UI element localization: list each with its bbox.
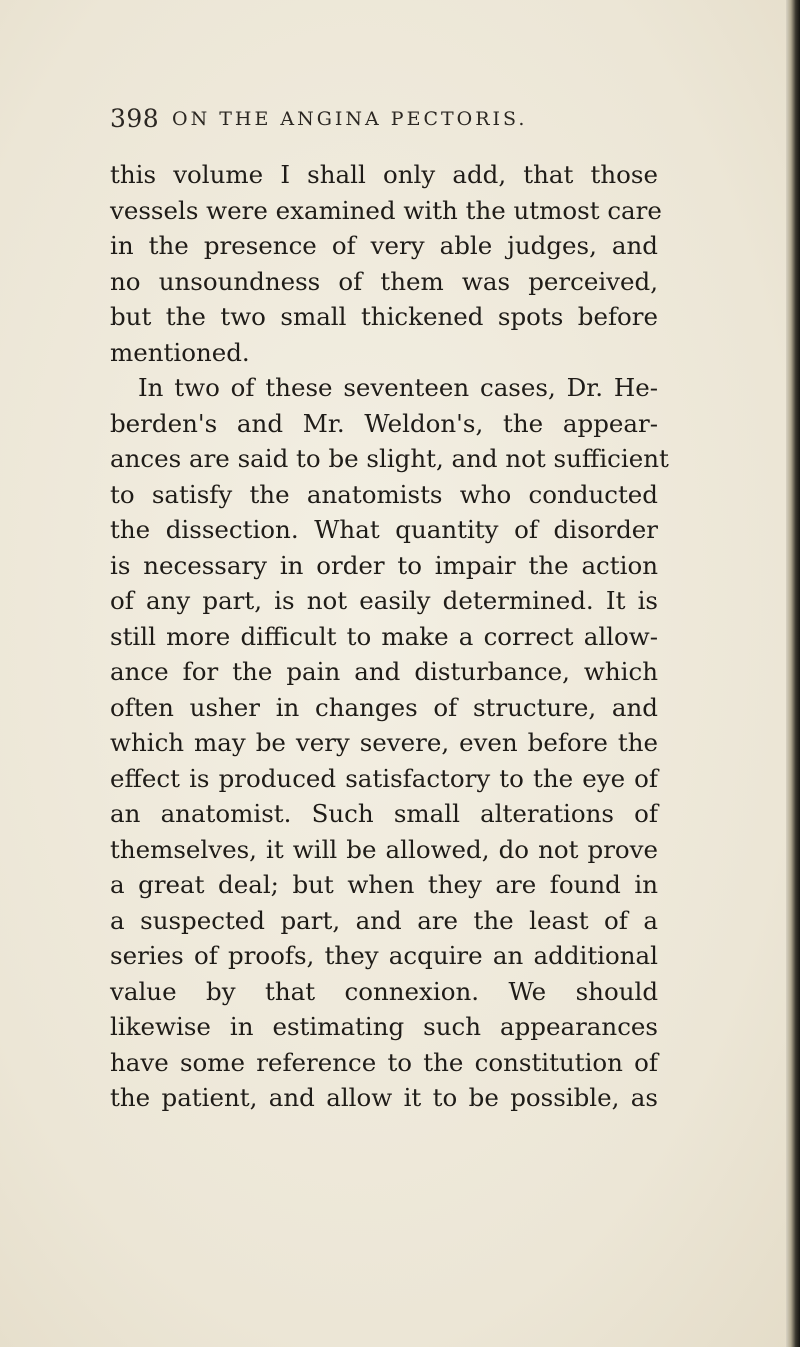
text-line: the patient, and allow it to be possible, as — [110, 1083, 658, 1112]
text-line: the dissection. What quantity of disorder — [110, 515, 658, 544]
text-line: mentioned. — [110, 337, 250, 367]
text-line: vessels were examined with the utmost care — [110, 195, 662, 225]
text-line: this volume I shall only add, that those — [110, 160, 658, 189]
text-line: but the two small thickened spots before — [110, 302, 658, 331]
text-line: no unsoundness of them was perceived, — [110, 266, 658, 296]
text-line: ances are said to be slight, and not sufficient — [110, 444, 669, 473]
text-line: series of proofs, they acquire an additional — [110, 941, 658, 970]
text-line: of any part, is not easily determined. It is — [110, 586, 658, 615]
text-line: to satisfy the anatomists who conducted — [110, 479, 658, 509]
text-line: value by that connexion. We should — [110, 976, 658, 1006]
page-number: 398 — [110, 104, 160, 133]
text-line: which may be very severe, even before the — [110, 728, 658, 757]
text-line: a suspected part, and are the least of a — [110, 905, 658, 935]
text-line: likewise in estimating such appearances — [110, 1012, 658, 1041]
text-line: ance for the pain and disturbance, which — [110, 657, 658, 686]
text-line: themselves, it will be allowed, do not prove — [110, 834, 658, 864]
text-line: is necessary in order to impair the action — [110, 550, 658, 580]
text-line: have some reference to the constitution of — [110, 1047, 658, 1077]
text-line: a great deal; but when they are found in — [110, 870, 658, 899]
text-line: often usher in changes of structure, and — [110, 692, 658, 722]
text-line: an anatomist. Such small alterations of — [110, 799, 658, 828]
text-line: berden's and Mr. Weldon's, the appear- — [110, 408, 658, 438]
book-spine-shadow — [786, 0, 800, 1347]
body-text — [110, 157, 669, 1116]
text-line: in the presence of very able judges, and — [110, 231, 658, 260]
running-title: ON THE ANGINA PECTORIS. — [172, 108, 528, 130]
page-header — [110, 100, 630, 140]
text-line: In two of these seventeen cases, Dr. He- — [138, 373, 658, 402]
text-line: still more difficult to make a correct allow- — [110, 621, 658, 651]
text-line: effect is produced satisfactory to the eye of — [110, 763, 658, 793]
